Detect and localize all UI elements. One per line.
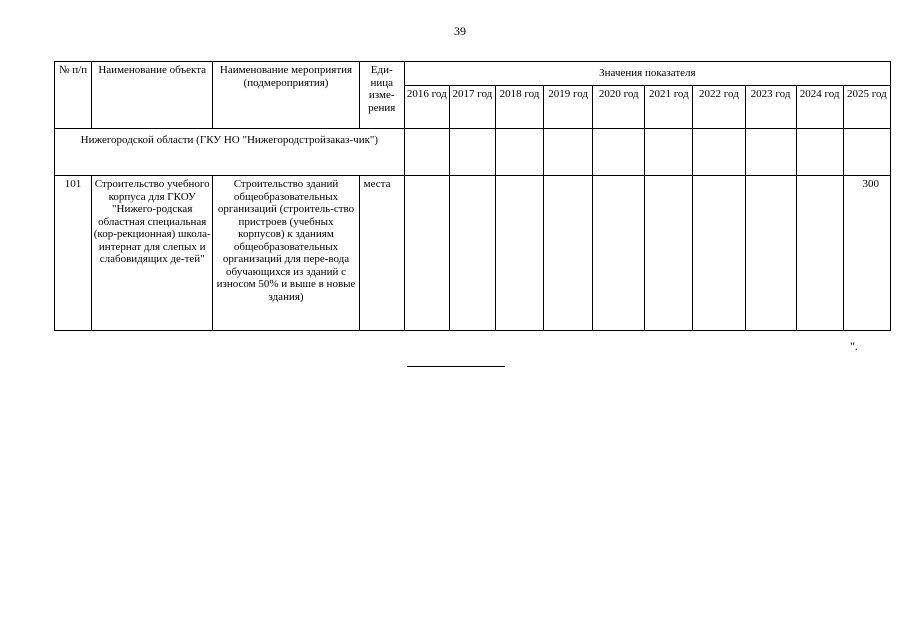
header-activity-name: Наименование мероприятия (подмероприятия) (213, 62, 359, 129)
header-year: 2020 год (593, 86, 645, 129)
row-num: 101 (55, 176, 92, 331)
section-cell (645, 129, 693, 176)
section-cell (693, 129, 745, 176)
row-value (645, 176, 693, 331)
header-object-name: Наименование объекта (92, 62, 213, 129)
section-cell (495, 129, 543, 176)
table-row (55, 176, 891, 331)
row-value (796, 176, 843, 331)
header-year: 2024 год (796, 86, 843, 129)
page-number: 39 (454, 24, 466, 38)
section-cell (449, 129, 495, 176)
section-cell (796, 129, 843, 176)
section-cell (404, 129, 449, 176)
row-object: Строительство учебного корпуса для ГКОУ "Нижего-родская областная специальная (кор-рекционная) школа-интернат для слепых и слабовидящих де-тей" (92, 176, 213, 331)
section-cell (745, 129, 796, 176)
row-value (745, 176, 796, 331)
section-cell (544, 129, 593, 176)
row-value (544, 176, 593, 331)
header-year: 2018 год (495, 86, 543, 129)
header-year: 2023 год (745, 86, 796, 129)
row-value (693, 176, 745, 331)
row-value-2025: 300 (843, 176, 890, 331)
section-cell (593, 129, 645, 176)
header-year: 2017 год (449, 86, 495, 129)
section-cell (843, 129, 890, 176)
row-value (495, 176, 543, 331)
closing-quote-mark: ". (850, 339, 858, 353)
header-year: 2016 год (404, 86, 449, 129)
indicator-table (54, 61, 891, 331)
header-year: 2021 год (645, 86, 693, 129)
header-year: 2025 год (843, 86, 890, 129)
row-value (593, 176, 645, 331)
row-value (449, 176, 495, 331)
row-activity: Строительство зданий общеобразовательных организаций (строитель-ство пристроев (учебных корпусов) к зданиям общеобразовательных организаций для пере-вода обучающихся из зданий с износом 50% и выше в новые здания) (213, 176, 359, 331)
row-unit: места (359, 176, 404, 331)
row-value (404, 176, 449, 331)
section-row-text: Нижегородской области (ГКУ НО "Нижегородстройзаказ-чик") (55, 129, 405, 176)
header-year: 2022 год (693, 86, 745, 129)
header-values-group: Значения показателя (404, 62, 890, 86)
header-num: № п/п (55, 62, 92, 129)
header-unit: Еди-ница изме-рения (359, 62, 404, 129)
header-year: 2019 год (544, 86, 593, 129)
footer-divider (407, 366, 505, 367)
